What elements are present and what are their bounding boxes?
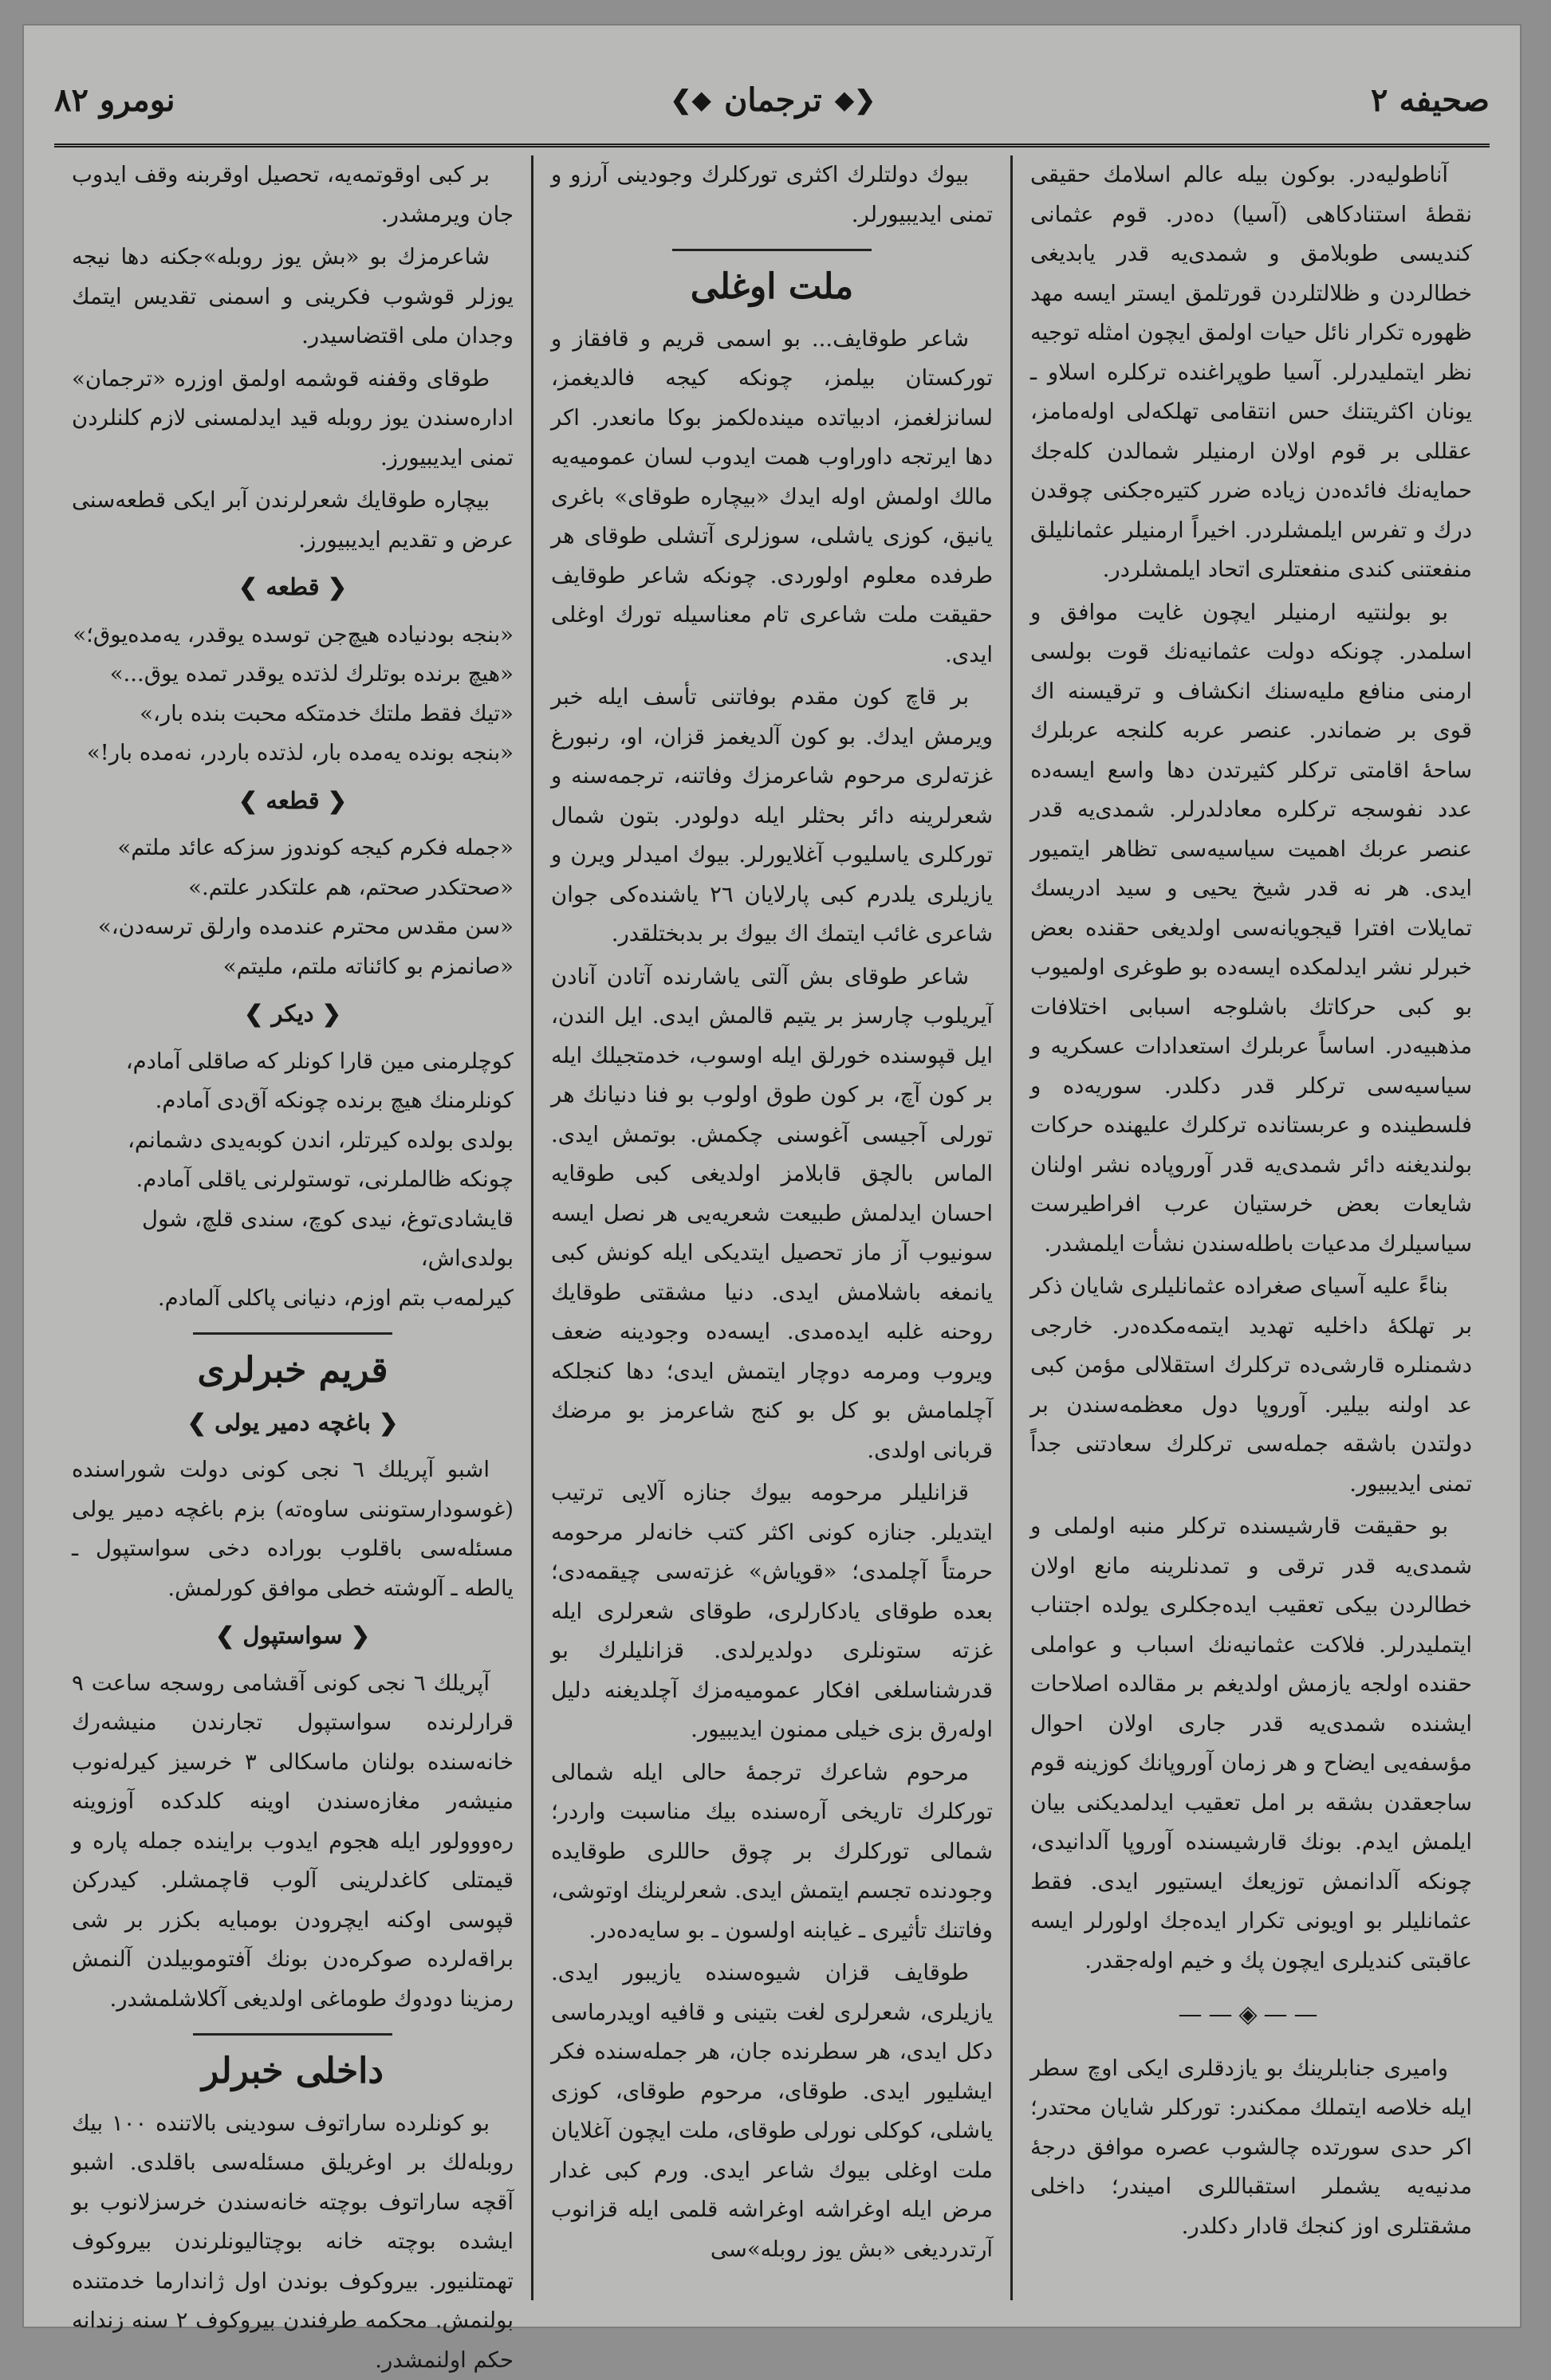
poem-line: «تیك فقط ملتك خدمتكه محبت بنده بار،» [72,694,514,734]
poem-title: ❮ قطعه ❯ [72,781,514,821]
article-paragraph: شاعرمزك بو «بش یوز روبله»جکنه دها نیجه یوزلر قوشوب فکرینی و اسمنی تقدیس ایتمك وجدان ملی اقتضاسیدر. [72,238,514,356]
poem-line: «بنجه بودنیاده هیچ‌جن توسده یوقدر، یه‌مده‌یوق؛» [72,616,514,655]
article-paragraph: شاعر طوقایف... بو اسمی قریم و قافقاز و تورکستان بیلمز، چونکه کیجه فالدیغمز، لسانزلغمز، ادبیاتده مینده‌لکمز بوکا مانعدر. اکر دها ایرتجه داوراوب همت ایدوب لسان عمومیه‌یه مالك اولمش اوله ایدك «بیچاره طوقای» باغری یانیق، کوزی یاشلی، سوزلری آتشلی طوقای هر طرفده معلوم اولوردی. چونکه شاعر طوقایف حقیقت ملت شاعری تام معناسیله تورك اوغلی ایدی. [551,320,993,675]
poem [72,828,514,986]
section-heading: قریم خبرلری [72,1351,514,1391]
poem-title-text: دیکر [271,1000,313,1027]
poem-title-text: قطعه [266,787,319,814]
article-paragraph: مرحوم شاعرك ترجمهٔ حالی ایله شمالی تورکلرك تاریخی آره‌سنده بیك مناسبت واردر؛ شمالی تورکلرك بر چوق حاللری طوقایده وجودنده تجسم ایتمش ایدی. شعرلرینك اوتوشی، وفاتنك تأثیری ـ غیابنه اولسون ـ بو سایه‌ده‌در. [551,1753,993,1951]
article-paragraph: آناطولیه‌در. بوکون بیله عالم اسلامك حقیقی نقطهٔ استنادکاهی (آسیا) ده‌در. قوم عثمانی کندیسی طوبلامق و شمدی‌یه قدر یابدیغی خطالردن و ظلالتلردن قورتلمق ایستر ایسه مهد ظهوره تکرار نائل حیات اولمق ایچون امثله توجیه نظر ایتملیدرلر. آسیا طوپراغنده ترکلره اسلاو ـ یونان اکثریتنك حس انتقامی تهلکه‌لی اوله‌مامز، عقللی بر قوم اولان ارمنیلر شمالدن کله‌جك حمایه‌نك فائده‌دن زیاده ضرر کتیره‌جکنی چوقدن درك و تفرس ایلمشلردر. اخیراً ارمنیلر عثمانلیلق منفعتنی کندی منفعتلری اتحاد ایلمشلردر. [1030,155,1472,590]
divider [672,249,871,251]
newspaper-page [22,24,1521,2328]
news-paragraph: بو کونلرده ساراتوف سودینی بالاتنده ۱۰۰ بیك روبله‌لك بر اوغریلق مسئله‌سی باقلدی. اشبو آقچه ساراتوف بوچته خانه‌سندن خرسزلانوب بو ایشده بوچته خانه بوچتالیونلرندن بیروکوف تهمتلنیور. بیروکوف بوندن اول ژاندارما خدمتنده بولنمش. محکمه طرفندن بیروکوف ۲ سنه زندانه حکم اولنمشدر. [72,2104,514,2380]
column-left [54,155,533,2300]
divider [193,2033,392,2036]
poem-line: کیرلمه‌ب بتم اوزم، دنیانی پاکلی آلمادم. [72,1279,514,1319]
poem-title: ❮ قطعه ❯ [72,568,514,608]
poem-line: چونکه ظالملرنی، توستولرنی یاقلی آمادم. [72,1160,514,1200]
news-subheading: ❮ باغچه دمیر یولی ❯ [72,1403,514,1443]
page-header [54,56,1490,148]
article-paragraph: بیوك دولتلرك اکثری تورکلرك وجودینی آرزو و تمنی ایدیبیورلر. [551,155,993,234]
news-subheading-text: سواستپول [242,1622,342,1649]
poem-line: کوچلرمنی مین قارا کونلر که صاقلی آمادم، [72,1042,514,1082]
poem-title: ❮ دیکر ❯ [72,994,514,1034]
ornament-icon: ❮◆ [835,85,876,115]
masthead [671,81,876,119]
article-paragraph: بو حقیقت قارشیسنده ترکلر منبه اولملی و شمدی‌یه قدر ترقی و تمدنلرینه مانع اولان خطالردن بیکی تعقیب ایده‌جکلری یولده اجتناب ایتملیدرلر. فلاکت عثمانیه‌نك اسباب و عواملی حقنده اولجه یازمش اولدیغم بر مقالده اصلاحات ایشنده شمدی‌یه قدر جاری اولان احوال مؤسفه‌یی ایضاح و هر زمان آوروپانك کوزینه قوم ساجعقدن بشقه بر امل تعقیب ایدلمدیکنی بیان ایلمش ایدم. بونك قارشیسنده آوروپا آلدانیدی، چونکه آلدانمش توزیعك ایستیور ایدی. فقط عثمانلیلر بو اویونی تکرار ایده‌جك اولورلر ایسه عاقبتی کندیلری ایچون پك و خیم اوله‌جقدر. [1030,1507,1472,1981]
poem-line: «سن مقدس محترم عندمده وارلق ترسه‌دن،» [72,907,514,947]
poem-title-text: قطعه [266,573,319,600]
article-heading: ملت اوغلی [551,267,993,307]
poem-line: «بنجه بونده یه‌مده بار، لذتده باردر، نه‌مده بار!» [72,734,514,773]
article-paragraph: بر کبی اوقوتمه‌یه، تحصیل اوقربنه وقف ایدوب جان ویرمشدر. [72,155,514,234]
poem-line: «جمله فکرم کیجه کوندوز سزکه عائد ملتم» [72,828,514,868]
poem-line: بولدی بولده کیرتلر، اندن کوبه‌یدی دشمانم، [72,1121,514,1161]
article-paragraph: وامیری جنابلرینك بو یازدقلری ایکی اوچ سطر ایله خلاصه ایتملك ممکندر: تورکلر شایان محتدر؛ اکر حدی سورتده چالشوب عصره موافق درجهٔ مدنیه‌یه یشملر استقباللری امیندر؛ داخلی مشقتلری اوز کنجك قادار دکلدر. [1030,2049,1472,2247]
poem-line: «هیچ برنده بوتلرك لذتده یوقدر تمده یوق...» [72,655,514,694]
column-middle [533,155,1013,2300]
poem [72,616,514,773]
article-paragraph: بناءً علیه آسیای صغراده عثمانلیلری شایان ذکر بر تهلکهٔ داخلیه تهدید ایتمه‌مکده‌در. خارجی دشمنلره قارشی‌ده ترکلرك استقلالی مؤمن کبی عد اولنه بیلیر. آوروپا دول معظمه‌سندن بر دولتدن باشقه جمله‌سی ترکلرك سعادتنی جداً تمنی ایدیبیور. [1030,1267,1472,1504]
newspaper-title: ترجمان [724,81,822,119]
columns [54,155,1490,2300]
news-subheading: ❮ سواستپول ❯ [72,1616,514,1656]
article-paragraph: بیچاره طوقایك شعرلرندن آبر ایکی قطعه‌سنی عرض و تقدیم ایدیبیورز. [72,481,514,560]
issue-number: نومرو ۸۲ [54,81,175,119]
news-paragraph: اشبو آپریلك ٦ نجی کونی دولت شوراسنده (غوسودارستوننی ساوه‌ته) بزم باغچه دمیر یولی مسئله‌سی باقلوب بوراده دخی سواستپول ـ یالطه ـ آلوشته خطی موافق کورلمش. [72,1450,514,1608]
poem-line: «صانمزم بو کائناته ملتم، ملیتم» [72,947,514,987]
news-paragraph: آپریلك ٦ نجی کونی آقشامی روسجه ساعت ۹ قرارلرنده سواستپول تجارندن منیشه‌رك خانه‌سنده بولنان ماسکالی ۳ خرسیز کیرله‌نوب منیشه‌ر مغازه‌سندن اوینه کلدکده آوزوینه ره‌ووولور ایله هجوم ایدوب براینده جمله پاره و قیمتلی کاغدلرینی آلوب قاچمشلر. کیدرکن قپوسی اوکنه ایچرودن بومبایه بکزر بر شی براقه‌لرده صوکره‌دن بونك آفتوموبیلدن آلنمش رمزینا دودوك طوماغی اولدیغی آکلاشلمشدر. [72,1664,514,2020]
ornament-icon: ◆❯ [671,85,711,115]
article-paragraph: طوقای وقفنه قوشمه اولمق اوزره «ترجمان» اداره‌سندن یوز روبله قید ایدلمسنی لازم کلنلردن تمنی ایدیبیورز. [72,360,514,478]
column-right [1013,155,1490,2300]
article-paragraph: بو بولنتیه ارمنیلر ایچون غایت موافق و اسلمدر. چونکه دولت عثمانیه‌نك قوت بولسی ارمنی منافع ملیه‌سنك انکشاف و ترقیسنه اك قوی بر ضماندر. عنصر عربه کلنجه عربلرك ساحهٔ اقامتی ترکلر کثیرتدن دها واسع ایسه‌ده عدد نفوسجه ترکلره معادلدرلر. شمدی‌یه قدر عنصر عربك اهمیت سیاسیه‌سی تظاهر ایتمیور ایدی. هر نه قدر شیخ یحیی و سید ادریسك تمایلات افترا قیجویانه‌سی اولدیغی حقنده بعض خبرلر نشر ایدلمکده ایسه‌ده بو طوغری اولمیوب بو کبی حرکاتك باشلوجه اسبابی اختلافات مذهبیه‌در. اساساً عربلرك استعدادات عسکریه و سیاسیه‌سی ترکلر قدر دکلدر. سوریه‌ده و فلسطینده و عربستانده ترکلرك علیهنده حرکات بولندیغنه دائر شمدی‌یه قدر آوروپاده نشر اولنان شایعات بعض خرستیان عرب افراطیرست سیاسیلرك مدعیات باطله‌سندن نشأت ایلمشدر. [1030,593,1472,1265]
divider [193,1332,392,1335]
section-heading: داخلی خبرلر [72,2052,514,2091]
page-number: صحیفه ۲ [1371,81,1490,119]
article-paragraph: بر قاچ کون مقدم بوفاتنی تأسف ایله خبر ویرمش ایدك. بو کون آلدیغمز قزان، او، رنبورغ غزته‌لری مرحوم شاعرمزك وفاتنه، ترجمه‌سنه و شعرلرینه دائر بحثلر ایله دولودر. بتون شمال تورکلری یاسلیوب آغلایورلر. بیوك امیدلر ویرن و یازیلری یلدرم کبی پارلایان ۲٦ یاشنده‌کی جوان شاعری غائب ایتمك اك بیوك بر بدبختلقدر. [551,678,993,954]
ornament-divider-icon: ——◈—— [1030,1995,1472,2035]
news-subheading-text: باغچه دمیر یولی [215,1409,371,1436]
poem-line: کونلرمنك هیچ برنده چونکه آق‌دی آمادم. [72,1081,514,1121]
article-paragraph: طوقایف قزان شیوه‌سنده یازیبور ایدی. یازیلری، شعرلری لغت بتینی و قافیه اویدرماسی دکل ایدی، هر سطرنده جان، هر جمله‌سنده فکر ایشلیور ایدی. طوقای، مرحوم طوقای، کوزی یاشلی، کوکلی نورلی طوقای، ملت ایچون آغلایان ملت اوغلی بیوك شاعر ایدی. ورم کبی غدار مرض ایله اوغراشه اوغراشه قلمی ایله قزانوب آرتدردیغی «بش یوز روبله»سی [551,1953,993,2269]
poem-line: «صحتکدر صحتم، هم علتکدر علتم.» [72,868,514,908]
poem [72,1042,514,1319]
article-paragraph: قزانلیلر مرحومه بیوك جنازه آلایی ترتیب ایتدیلر. جنازه کونی اکثر کتب خانه‌لر مرحومه حرمتاً آچلمدی؛ «قویاش» غزته‌سی چیقمه‌دی؛ بعده طوقای یادکارلری، طوقای شعرلری ایله غزته ستونلری دولدیرلدی. قزانلیلرك بو قدرشناسلغی افکار عمومیه‌مزك آچلدیغنه دلیل اوله‌رق بزی خیلی ممنون ایدیبیور. [551,1473,993,1750]
article-paragraph: شاعر طوقای بش آلتی یاشارنده آتادن آنادن آیریلوب چارسز بر یتیم قالمش ایدی. ایل الندن، ایل قپوسنده خورلق ایله اوسوب، خدمتجیلك ایله بر کون آچ، بر کون طوق اولوب بو فنا دنیانك هر تورلی آجیسی آغوسنی چکمش. بوتمش ایدی. الماس بالچق قابلامز اولدیغی کبی طوقایه احسان ایدلمش طبیعت شعریه‌یی هر نصل ایسه سونیوب آز ماز تحصیل ایتدیکی ایله کونش کبی یانمغه باشلامش ایدی. دنیا مشقتی طوقایك روحنه غلبه ایده‌مدی. ایسه‌ده وجودینه ضعف ویروب ومرمه دوچار ایتمش ایدی؛ دها کنجلکه آچلمامش بو کل بو کنج شاعرمز بو مرضك قربانی اولدی. [551,958,993,1471]
poem-line: قایشادی‌توغ، نیدی کوچ، سندی قلچ، شول بولدی‌اش، [72,1200,514,1279]
